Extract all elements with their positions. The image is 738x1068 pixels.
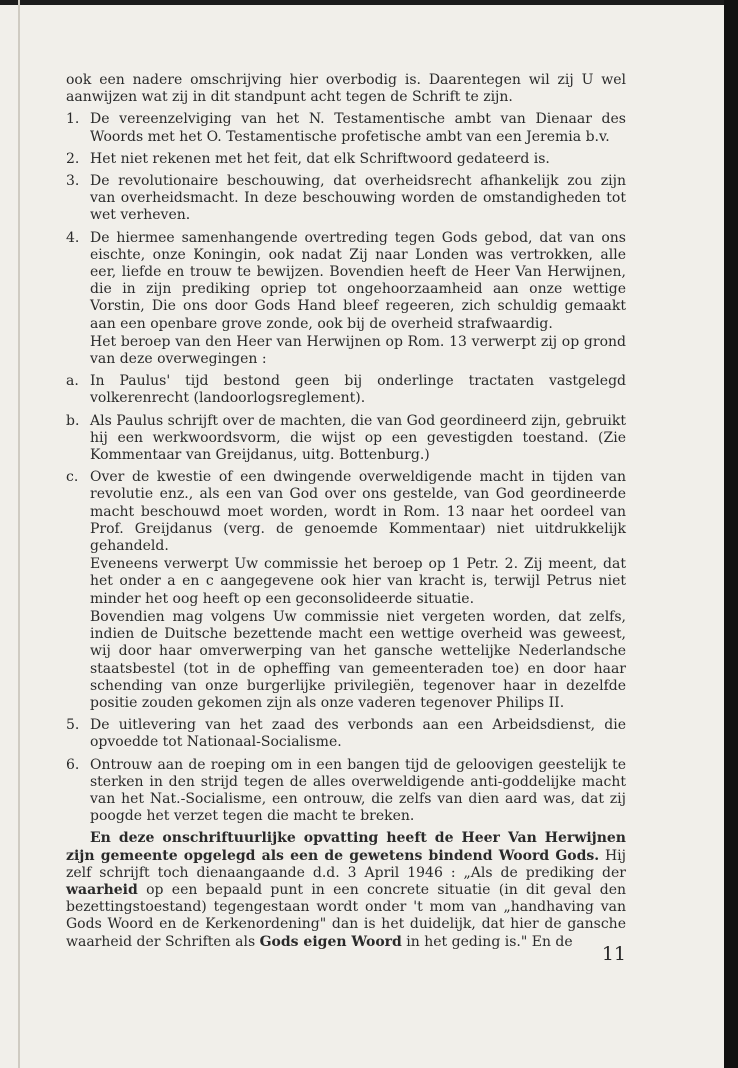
list-item-1 <box>66 111 626 145</box>
item-text: Over de kwestie of een dwingende overweldigende macht in tijden van revolutie enz., als een van God over ons gestelde, van God geordineerde macht beschouwd moet worden, wordt in Rom. 13 naar het oordeel van Prof. Greijdanus (verg. de genoemde Kommentaar) niet uitdrukkelijk gehandeld. <box>90 469 626 555</box>
item-text-continued: Eveneens verwerpt Uw commissie het beroep op 1 Petr. 2. Zij meent, dat het onder a en c aangegevene ook hier van kracht is, terwijl Petrus niet minder het oog heeft op een geconsolideerde situatie. <box>90 556 626 607</box>
item-text: De revolutionaire beschouwing, dat overheidsrecht afhankelijk zou zijn van overheidsmacht. In deze beschouwing worden de omstandigheden tot wet verheven. <box>90 173 626 224</box>
item-label: c. <box>66 469 79 486</box>
item-text: De uitlevering van het zaad des verbonds aan een Arbeidsdienst, die opvoedde tot Nationaal-Socialisme. <box>90 717 626 751</box>
item-text: De vereenzelviging van het N. Testamentische ambt van Dienaar des Woords met het O. Testamentische profetische ambt van een Jeremia b.v. <box>90 111 626 145</box>
closing-bold-3: Gods eigen Woord <box>259 933 402 950</box>
item-text-continued-2: Bovendien mag volgens Uw commissie niet vergeten worden, dat zelfs, indien de Duitsche bezettende macht een wettige overheid was geweest, wij door haar omverwerping van het gansche wettelijke Nederlandsche staatsbestel (tot in de opheffing van gemeenteraden toe) en door haar schending van onze burgerlijke privilegiën, tegenover haar in dezelfde positie zouden gekomen zijn als onze vaderen tegenover Philips II. <box>90 608 626 711</box>
opening-paragraph: ook een nadere omschrijving hier overbodig is. Daarentegen wil zij U wel aanwijzen wat zij in dit standpunt acht tegen de Schrift te zijn. <box>66 72 626 106</box>
item-label: 1. <box>66 111 80 128</box>
scan-left-fold <box>18 0 20 1068</box>
page-body <box>66 72 626 956</box>
list-item-c <box>66 469 626 712</box>
closing-paragraph <box>66 830 626 950</box>
list-item-a <box>66 373 626 407</box>
item-text: De hiermee samenhangende overtreding tegen Gods gebod, dat van ons eischte, onze Koningin, ook nadat Zij naar Londen was vertrokken, alle eer, liefde en trouw te bewijzen. Bovendien heeft de Heer Van Herwijnen, die in zijn prediking opriep tot ongehoorzaamheid aan onze wettige Vorstin, Die ons door Gods Hand bleef regeeren, zich schuldig gemaakt aan een openbare grove zonde, ook bij de overheid strafwaardig. <box>90 229 626 332</box>
closing-text-2: op een bepaald punt in een concrete situatie (in dit geval den bezettingstoestand) tegengestaan wordt onder 't mom van „handhaving van Gods Woord en de Kerkenordening" dan is het duidelijk, dat hier de gansche waarheid der Schriften als <box>66 881 626 950</box>
list-item-b <box>66 413 626 465</box>
item-label: 3. <box>66 173 80 190</box>
list-item-2 <box>66 151 626 168</box>
item-text: Als Paulus schrijft over de machten, die van God geordineerd zijn, gebruikt hij een werkwoordsvorm, die wijst op een gevestigden toestand. (Zie Kommentaar van Greijdanus, uitg. Bottenburg.) <box>90 412 626 464</box>
item-text: Het niet rekenen met het feit, dat elk Schriftwoord gedateerd is. <box>90 150 550 167</box>
closing-bold-1: En deze onschriftuurlijke opvatting heeft de Heer Van Herwijnen zijn gemeente opgelegd als een de gewetens bindend Woord Gods. <box>66 830 626 864</box>
item-text: Ontrouw aan de roeping om in een bangen tijd de geloovigen geestelijk te sterken in den strijd tegen de alles overweldigende anti-goddelijke macht van het Nat.-Socialisme, een ontrouw, die zelfs van dien aard was, dat zij poogde het verzet tegen die macht te breken. <box>90 756 626 825</box>
item-label: b. <box>66 412 80 429</box>
list-item-4 <box>66 230 626 369</box>
item-text-continued: Het beroep van den Heer van Herwijnen op Rom. 13 verwerpt zij op grond van deze overwegingen : <box>90 333 626 368</box>
scan-right-edge <box>724 0 738 1068</box>
list-item-3 <box>66 173 626 225</box>
item-label: 5. <box>66 717 80 734</box>
scan-top-edge <box>0 0 738 5</box>
item-label: 4. <box>66 229 80 246</box>
item-label: 6. <box>66 756 80 773</box>
item-text: In Paulus' tijd bestond geen bij onderlinge tractaten vastgelegd volkerenrecht (landoorlogsreglement). <box>90 373 626 407</box>
list-item-5 <box>66 717 626 751</box>
list-item-6 <box>66 757 626 826</box>
page-number: 11 <box>601 943 626 965</box>
item-label: a. <box>66 373 79 390</box>
closing-text-1: Hij zelf schrijft toch dienaangaande d.d. 3 April 1946 : „Als de prediking der <box>66 847 626 881</box>
closing-text-3: in het geding is." En de <box>401 933 573 950</box>
item-label: 2. <box>66 150 80 167</box>
closing-bold-2: waarheid <box>66 881 138 898</box>
